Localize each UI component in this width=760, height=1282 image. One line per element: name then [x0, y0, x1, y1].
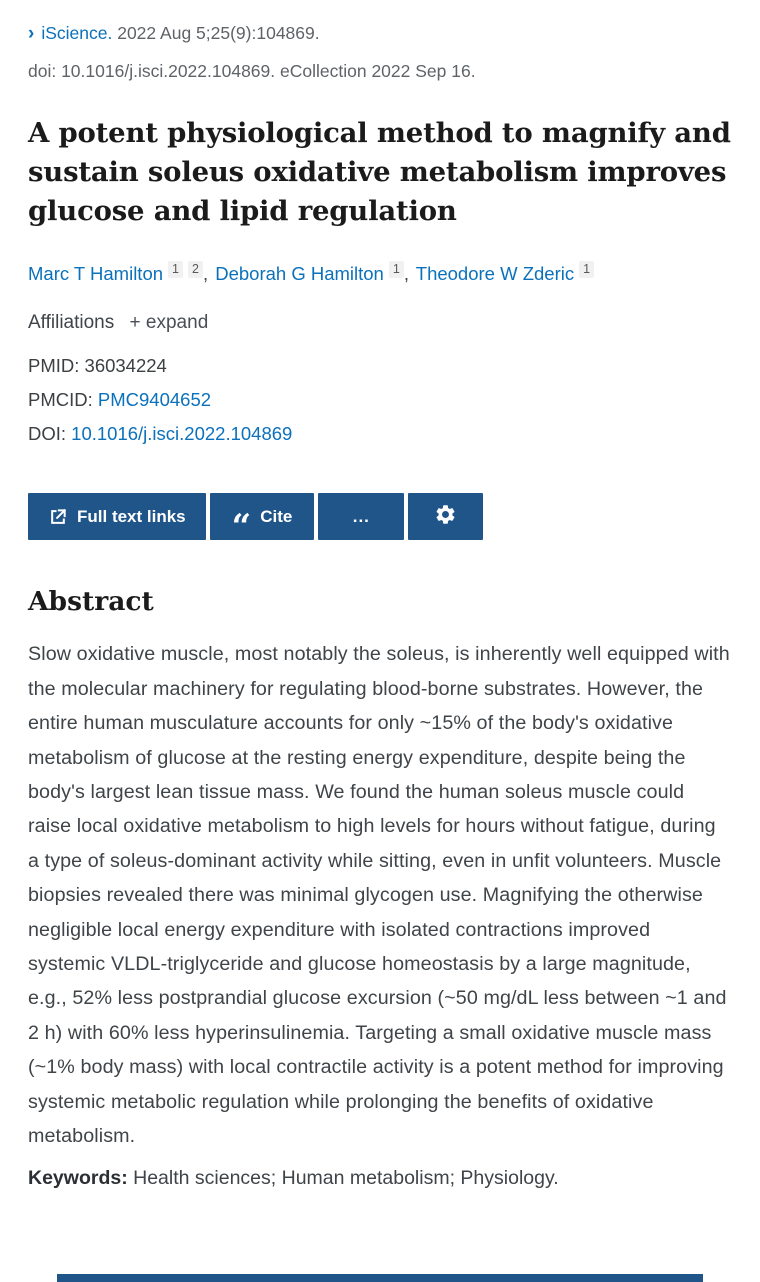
- doi-row: [28, 422, 732, 447]
- affiliation-superscript[interactable]: 1: [168, 261, 183, 278]
- article-title: A potent physiological method to magnify and sustain soleus oxidative metabolism improves glucose and lipid regulation: [28, 116, 731, 227]
- authors-list: [28, 259, 732, 289]
- author-separator: ,: [202, 262, 209, 284]
- external-link-icon: [48, 507, 68, 527]
- expand-affiliations-button[interactable]: + expand: [129, 312, 209, 334]
- keywords-label: Keywords:: [28, 1167, 128, 1190]
- affiliations-row: [28, 312, 732, 334]
- affiliation-superscript[interactable]: 1: [579, 261, 594, 278]
- cite-label: Cite: [260, 506, 293, 526]
- affiliation-superscript[interactable]: 2: [188, 261, 203, 278]
- cite-button[interactable]: “ Cite: [210, 493, 315, 540]
- full-text-links-button[interactable]: [28, 493, 206, 540]
- abstract-heading: Abstract: [28, 586, 154, 618]
- pmcid-link[interactable]: PMC9404652: [97, 389, 212, 411]
- affiliations-label: Affiliations: [28, 312, 115, 334]
- author-link-marc-t-hamilton[interactable]: Marc T Hamilton: [28, 262, 164, 284]
- citation-header: [28, 20, 732, 84]
- author-link-deborah-g-hamilton[interactable]: Deborah G Hamilton: [215, 262, 384, 284]
- doi-link[interactable]: 10.1016/j.isci.2022.104869: [71, 423, 293, 445]
- full-text-links-label: Full text links: [77, 506, 186, 526]
- action-toolbar: [28, 493, 732, 547]
- pmcid-row: [28, 388, 732, 413]
- keywords-row: [28, 1167, 732, 1190]
- chevron-right-icon: ›: [28, 23, 35, 44]
- pmid-value: 36034224: [84, 355, 167, 377]
- pmid-row: [28, 354, 732, 379]
- author-separator: ,: [403, 262, 409, 284]
- next-section-bar: [57, 1274, 703, 1282]
- journal-line: [28, 20, 732, 49]
- pmcid-label: PMCID:: [28, 389, 93, 411]
- identifiers-block: [28, 354, 732, 447]
- doi-label: DOI:: [28, 423, 67, 445]
- more-options-button[interactable]: ...: [318, 493, 404, 540]
- gear-icon: [434, 503, 457, 531]
- settings-button[interactable]: [408, 493, 483, 540]
- author-link-theodore-w-zderic[interactable]: Theodore W Zderic: [415, 262, 575, 284]
- citation-text: 2022 Aug 5;25(9):104869.: [117, 23, 320, 43]
- keywords-text: Health sciences; Human metabolism; Physiology.: [133, 1167, 559, 1190]
- affiliation-superscript[interactable]: 1: [389, 261, 404, 278]
- pmid-label: PMID:: [28, 355, 80, 377]
- abstract-text: Slow oxidative muscle, most notably the soleus, is inherently well equipped with the molecular machinery for regulating blood-borne substrates. However, the entire human musculature accounts for only ~15% of the body's oxidative metabolism of glucose at the resting energy expenditure, despite being the body's largest lean tissue mass. We found the human soleus muscle could raise local oxidative metabolism to high levels for hours without fatigue, during a type of soleus-dominant activity while sitting, even in unfit volunteers. Muscle biopsies revealed there was minimal glycogen use. Magnifying the otherwise negligible local energy expenditure with isolated contractions improved systemic VLDL-triglyceride and glucose homeostasis by a large magnitude, e.g., 52% less postprandial glucose excursion (~50 mg/dL less between ~1 and 2 h) with 60% less hyperinsulinemia. Targeting a small oxidative muscle mass (~1% body mass) with local contractile activity is a potent method for improving systemic metabolic regulation while prolonging the benefits of oxidative metabolism.: [28, 643, 730, 1148]
- doi-line: doi: 10.1016/j.isci.2022.104869. eCollection 2022 Sep 16.: [28, 60, 476, 81]
- journal-link[interactable]: iScience.: [41, 23, 113, 43]
